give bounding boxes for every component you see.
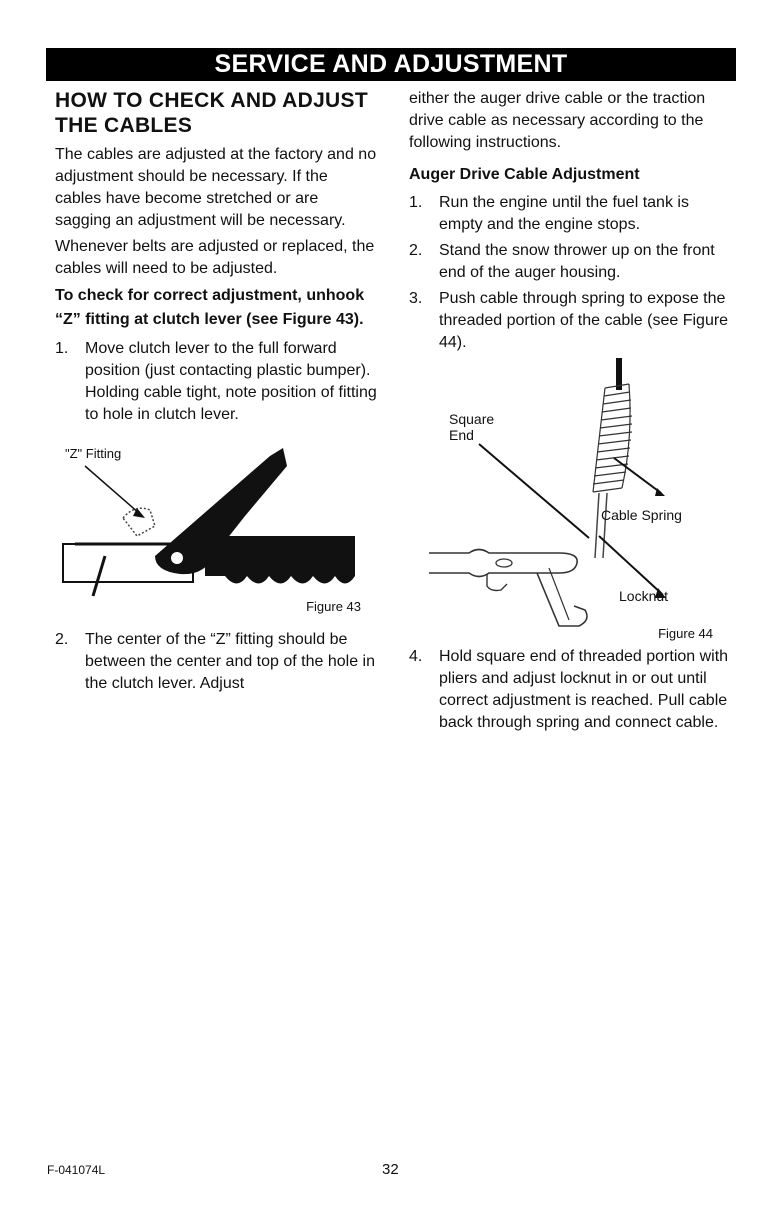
intro-paragraph: The cables are adjusted at the factory and no adjustment should be necessary. If the cables have become stretched or are sagging an adjustment will be necessary.	[55, 146, 377, 229]
square-label: Square	[449, 411, 495, 427]
step-number: 2.	[55, 631, 69, 648]
figure-43-fitting-label: "Z" Fitting	[65, 446, 122, 461]
list-item	[409, 192, 731, 236]
lever-hole	[171, 552, 183, 564]
left-column	[55, 88, 377, 699]
step-number: 1.	[409, 194, 423, 211]
belts-paragraph: Whenever belts are adjusted or replaced, the cables will need to be adjusted.	[55, 238, 375, 277]
bracket-tab	[487, 574, 507, 591]
step-text: Run the engine until the fuel tank is empty and the engine stops.	[439, 194, 689, 233]
step-number: 4.	[409, 648, 423, 665]
square-end-pointer	[479, 444, 589, 538]
threaded-rod	[595, 493, 607, 558]
step-number: 3.	[409, 290, 423, 307]
list-item	[409, 646, 731, 734]
list-item	[409, 288, 731, 354]
cable-spring-label: Cable Spring	[601, 507, 682, 523]
end-label: End	[449, 427, 474, 443]
step-text: Push cable through spring to expose the threaded portion of the cable (see Figure 44).	[439, 290, 729, 351]
figure-44-caption: Figure 44	[658, 626, 713, 641]
step-number: 1.	[55, 340, 69, 357]
right-column	[409, 88, 731, 738]
clutch-lever-illustration	[55, 436, 375, 621]
list-item	[55, 338, 377, 426]
cable-spring-illustration	[409, 358, 729, 648]
section-banner: SERVICE AND ADJUSTMENT	[46, 48, 736, 81]
section-heading: HOW TO CHECK AND ADJUST THE CABLES	[55, 89, 368, 137]
step-number: 2.	[409, 242, 423, 259]
step-text: Move clutch lever to the full forward position (just contacting plastic bumper). Holding cable tight, note position of fitting to hole in clutch lever.	[85, 340, 377, 423]
locknut-label: Locknut	[619, 588, 669, 604]
bracket	[429, 550, 577, 577]
continuation-paragraph: either the auger drive cable or the traction drive cable as necessary according to the following instructions.	[409, 90, 706, 151]
figure-44	[409, 358, 731, 648]
figure-43	[55, 436, 377, 621]
locknut-pointer	[599, 536, 662, 594]
step-text: The center of the “Z” fitting should be between the center and top of the hole in the clutch lever. Adjust	[85, 631, 375, 692]
step-text: Stand the snow thrower up on the front end of the auger housing.	[439, 242, 715, 281]
bracket-slot	[496, 559, 512, 567]
housing-shape	[205, 536, 355, 584]
page-number: 32	[382, 1161, 399, 1178]
list-item	[409, 240, 731, 284]
fitting-pointer-line	[85, 466, 140, 514]
lower-lever	[537, 573, 587, 626]
list-item	[55, 629, 377, 695]
document-code: F-041074L	[47, 1163, 106, 1177]
figure-43-caption: Figure 43	[306, 599, 361, 614]
step-text: Hold square end of threaded portion with pliers and adjust locknut in or out until correct adjustment is reached. Pull cable back through spring and connect cable.	[439, 648, 729, 731]
left-step-list	[55, 338, 377, 426]
bold-instruction: To check for correct adjustment, unhook “Z” fitting at clutch lever (see Figure 43).	[55, 287, 365, 328]
cable-spring	[593, 384, 632, 492]
auger-step-list	[409, 192, 731, 354]
right-step-list-continued	[409, 646, 731, 734]
left-step-list-continued	[55, 629, 377, 695]
auger-subheading: Auger Drive Cable Adjustment	[409, 166, 640, 183]
lever-inner-edge	[549, 568, 569, 620]
